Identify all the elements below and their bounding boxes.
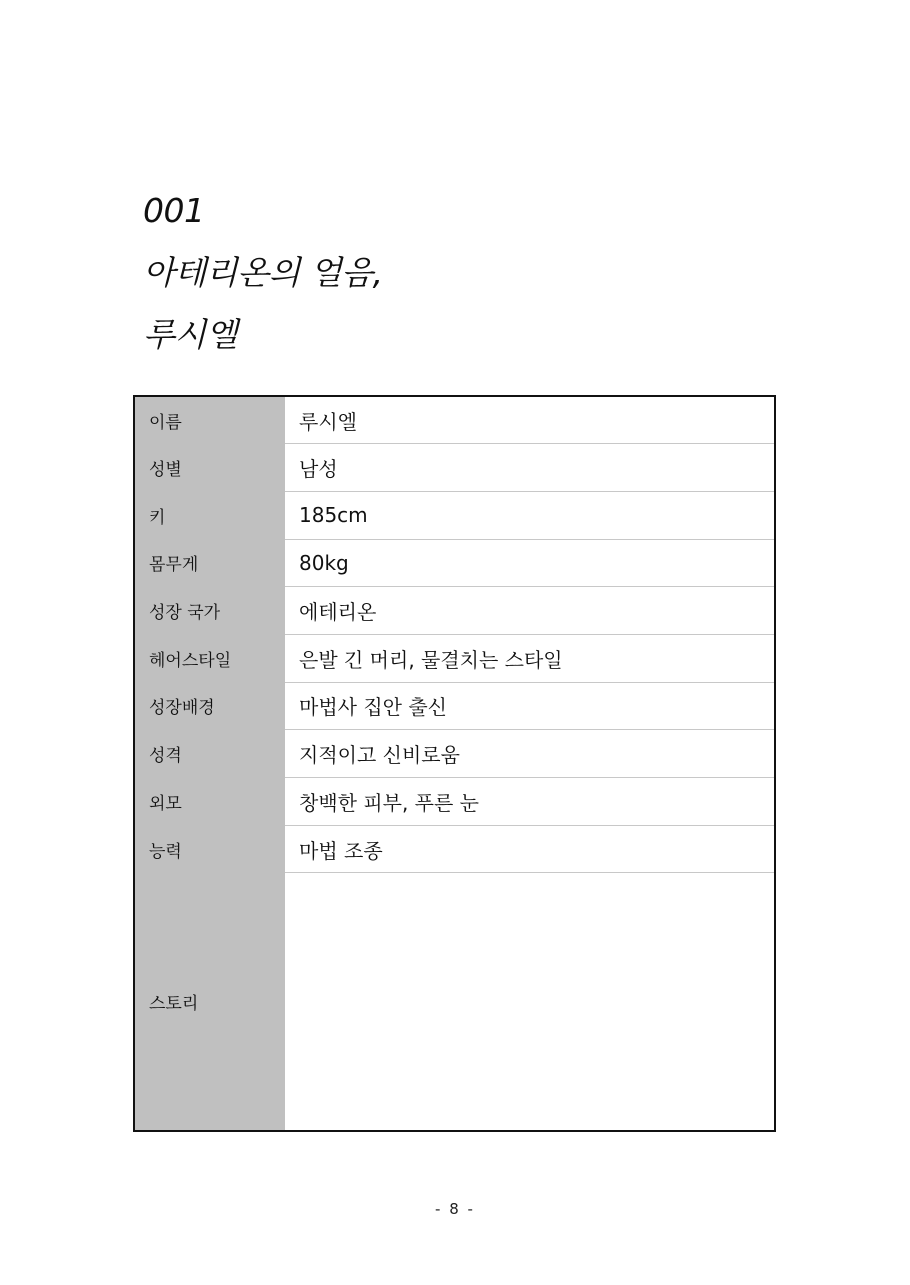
row-value-height: 185cm bbox=[285, 491, 775, 539]
row-label-story: 스토리 bbox=[134, 873, 285, 1131]
row-value-hairstyle: 은발 긴 머리, 물결치는 스타일 bbox=[285, 634, 775, 682]
row-value-appearance: 창백한 피부, 푸른 눈 bbox=[285, 778, 775, 826]
page-number: - 8 - bbox=[435, 1200, 475, 1218]
table-row bbox=[134, 539, 775, 587]
entry-number: 001 bbox=[143, 191, 205, 230]
row-value-story bbox=[285, 873, 775, 1131]
row-label-appearance: 외모 bbox=[134, 778, 285, 826]
row-label-gender: 성별 bbox=[134, 444, 285, 492]
table-row bbox=[134, 491, 775, 539]
row-value-ability: 마법 조종 bbox=[285, 825, 775, 873]
row-value-weight: 80kg bbox=[285, 539, 775, 587]
table-row bbox=[134, 825, 775, 873]
table-row bbox=[134, 396, 775, 444]
character-profile-table bbox=[133, 395, 776, 1132]
table-row bbox=[134, 587, 775, 635]
row-label-personality: 성격 bbox=[134, 730, 285, 778]
row-value-background: 마법사 집안 출신 bbox=[285, 682, 775, 730]
table-row bbox=[134, 634, 775, 682]
table-row bbox=[134, 682, 775, 730]
row-value-gender: 남성 bbox=[285, 444, 775, 492]
row-value-name: 루시엘 bbox=[285, 396, 775, 444]
row-label-ability: 능력 bbox=[134, 825, 285, 873]
entry-title-line-1: 아테리온의 얼음, bbox=[143, 253, 383, 292]
row-label-country: 성장 국가 bbox=[134, 587, 285, 635]
row-label-background: 성장배경 bbox=[134, 682, 285, 730]
row-value-personality: 지적이고 신비로움 bbox=[285, 730, 775, 778]
table-row bbox=[134, 778, 775, 826]
table-row bbox=[134, 730, 775, 778]
row-value-country: 에테리온 bbox=[285, 587, 775, 635]
entry-title-line-2: 루시엘 bbox=[143, 315, 238, 354]
row-label-height: 키 bbox=[134, 491, 285, 539]
row-label-hairstyle: 헤어스타일 bbox=[134, 634, 285, 682]
row-label-name: 이름 bbox=[134, 396, 285, 444]
table-row bbox=[134, 444, 775, 492]
row-label-weight: 몸무게 bbox=[134, 539, 285, 587]
table-row bbox=[134, 873, 775, 1131]
document-title bbox=[143, 180, 383, 366]
